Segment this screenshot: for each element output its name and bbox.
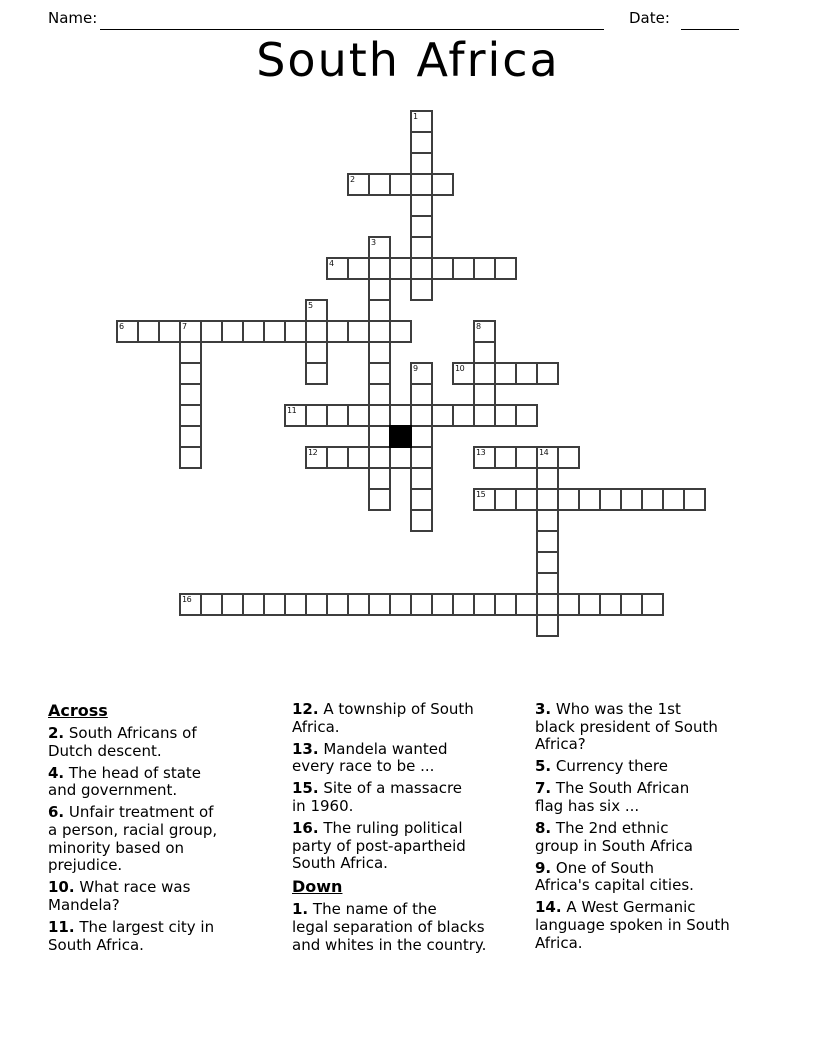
grid-cell[interactable] (599, 488, 622, 511)
clue-item: 11. The largest city in South Africa. (48, 917, 215, 954)
grid-cell[interactable] (494, 446, 517, 469)
date-label: Date: (629, 9, 670, 27)
grid-cell[interactable] (368, 404, 391, 427)
grid-cell[interactable] (305, 299, 328, 322)
clue-number: 16. (292, 819, 319, 838)
clues-heading-down: Down (292, 877, 343, 897)
clue-number-label: 13 (476, 448, 486, 457)
grid-cell[interactable] (494, 488, 517, 511)
grid-cell[interactable] (557, 488, 580, 511)
clue-item: 15. Site of a massacre in 1960. (292, 779, 463, 815)
clue-number: 1. (292, 900, 309, 919)
grid-cell[interactable] (410, 488, 433, 511)
grid-cell[interactable] (326, 320, 349, 343)
clue-number: 6. (48, 803, 65, 822)
grid-cell[interactable] (452, 404, 475, 427)
clue-number: 8. (535, 819, 552, 838)
clue-number: 9. (535, 858, 552, 877)
grid-cell[interactable] (536, 362, 559, 385)
clue-item: 13. Mandela wanted every race to be ... (292, 739, 448, 776)
grid-cell[interactable] (242, 320, 265, 343)
clue-item: 16. The ruling political party of post-apartheid South Africa. (292, 819, 466, 873)
clue-number: 12. (292, 700, 319, 718)
grid-cell[interactable] (326, 593, 349, 616)
grid-cell[interactable] (515, 362, 538, 385)
grid-cell[interactable] (410, 593, 433, 616)
grid-cell[interactable] (473, 488, 496, 511)
grid-cell[interactable] (221, 320, 244, 343)
grid-cell[interactable] (515, 446, 538, 469)
grid-cell[interactable] (305, 320, 328, 343)
grid-cell[interactable] (200, 320, 223, 343)
clues-column-1 (48, 701, 283, 959)
clue-item: 6. Unfair treatment of a person, racial group, minority based on prejudice. (48, 803, 218, 875)
clue-item: 10. What race was Mandela? (48, 878, 191, 914)
clues-column-2 (292, 701, 534, 959)
grid-cell[interactable] (473, 383, 496, 406)
grid-cell[interactable] (347, 320, 370, 343)
grid-cell[interactable] (536, 614, 559, 637)
grid-cell[interactable] (347, 446, 370, 469)
grid-cell[interactable] (368, 362, 391, 385)
grid-cell[interactable] (368, 257, 391, 280)
grid-cell[interactable] (536, 446, 559, 469)
grid-cell[interactable] (473, 404, 496, 427)
grid-cell[interactable] (410, 278, 433, 301)
grid-cell[interactable] (347, 404, 370, 427)
grid-cell[interactable] (389, 320, 412, 343)
grid-cell[interactable] (347, 257, 370, 280)
clue-number: 14. (535, 898, 562, 917)
clue-number-label: 8 (476, 322, 481, 331)
grid-cell[interactable] (431, 173, 454, 196)
grid-cell[interactable] (431, 404, 454, 427)
grid-cell[interactable] (368, 278, 391, 301)
grid-cell[interactable] (326, 404, 349, 427)
grid-cell[interactable] (389, 257, 412, 280)
clue-item: 9. One of South Africa's capital cities. (535, 858, 694, 895)
grid-cell[interactable] (158, 320, 181, 343)
clue-number-label: 4 (329, 259, 334, 268)
grid-cell[interactable] (494, 593, 517, 616)
grid-cell[interactable] (410, 173, 433, 196)
grid-cell[interactable] (620, 488, 643, 511)
grid-cell[interactable] (368, 173, 391, 196)
grid-cell[interactable] (536, 509, 559, 532)
grid-cell[interactable] (305, 341, 328, 364)
grid-cell[interactable] (368, 341, 391, 364)
grid-cell[interactable] (179, 404, 202, 427)
grid-cell[interactable] (179, 383, 202, 406)
grid-cell[interactable] (389, 404, 412, 427)
grid-cell[interactable] (515, 404, 538, 427)
clue-number-label: 7 (182, 322, 187, 331)
grid-cell[interactable] (431, 593, 454, 616)
grid-cell[interactable] (641, 488, 664, 511)
grid-cell[interactable] (536, 593, 559, 616)
clue-number: 15. (292, 779, 319, 798)
grid-cell[interactable] (410, 152, 433, 175)
grid-cell[interactable] (305, 446, 328, 469)
grid-cell[interactable] (284, 320, 307, 343)
clue-number-label: 6 (119, 322, 124, 331)
clue-number-label: 2 (350, 175, 355, 184)
clues-heading-across: Across (48, 701, 108, 720)
grid-cell[interactable] (473, 362, 496, 385)
grid-cell[interactable] (641, 593, 664, 616)
grid-cell[interactable] (410, 215, 433, 238)
clue-item: 4. The head of state and government. (48, 763, 202, 800)
grid-cell[interactable] (536, 572, 559, 595)
clue-number: 3. (535, 700, 552, 718)
grid-cell[interactable] (473, 257, 496, 280)
name-blank-line[interactable] (100, 13, 604, 30)
grid-cell[interactable] (494, 404, 517, 427)
grid-cell[interactable] (305, 362, 328, 385)
clue-item: 1. The name of the legal separation of blacks and whites in the country. (292, 900, 487, 954)
grid-cell[interactable] (368, 446, 391, 469)
grid-cell[interactable] (368, 425, 391, 448)
grid-cell[interactable] (263, 320, 286, 343)
grid-cell[interactable] (368, 320, 391, 343)
grid-cell[interactable] (284, 404, 307, 427)
clue-number: 11. (48, 917, 75, 936)
grid-cell[interactable] (536, 530, 559, 553)
grid-cell[interactable] (284, 593, 307, 616)
grid-cell[interactable] (410, 236, 433, 259)
grid-cell[interactable] (368, 299, 391, 322)
clue-number-label: 5 (308, 301, 313, 310)
grid-cell[interactable] (410, 425, 433, 448)
clue-item: 7. The South African flag has six ... (535, 779, 690, 815)
clue-number-label: 3 (371, 238, 376, 247)
grid-cell[interactable] (410, 257, 433, 280)
clue-number-label: 16 (182, 595, 192, 604)
grid-cell[interactable] (179, 320, 202, 343)
grid-cell[interactable] (410, 194, 433, 217)
grid-cell[interactable] (578, 488, 601, 511)
grid-cell[interactable] (515, 488, 538, 511)
clue-item: 5. Currency there (535, 757, 668, 776)
clue-item: 14. A West Germanic language spoken in South Africa. (535, 898, 730, 952)
grid-cell[interactable] (179, 593, 202, 616)
clue-number-label: 12 (308, 448, 318, 457)
grid-cell[interactable] (452, 362, 475, 385)
black-cell (389, 425, 412, 448)
clue-number: 5. (535, 757, 552, 776)
grid-cell[interactable] (326, 257, 349, 280)
clue-number-label: 10 (455, 364, 465, 373)
clues-column-3 (535, 701, 810, 957)
grid-cell[interactable] (536, 467, 559, 490)
grid-cell[interactable] (473, 341, 496, 364)
grid-cell[interactable] (452, 593, 475, 616)
grid-cell[interactable] (347, 593, 370, 616)
grid-cell[interactable] (368, 383, 391, 406)
grid-cell[interactable] (431, 257, 454, 280)
grid-cell[interactable] (368, 488, 391, 511)
date-blank-line[interactable] (681, 13, 739, 30)
clue-number: 13. (292, 739, 319, 758)
grid-cell[interactable] (599, 593, 622, 616)
grid-cell[interactable] (662, 488, 685, 511)
grid-cell[interactable] (389, 446, 412, 469)
grid-cell[interactable] (557, 446, 580, 469)
grid-cell[interactable] (368, 236, 391, 259)
grid-cell[interactable] (494, 362, 517, 385)
grid-cell[interactable] (326, 446, 349, 469)
grid-cell[interactable] (410, 383, 433, 406)
grid-cell[interactable] (179, 341, 202, 364)
grid-cell[interactable] (410, 110, 433, 133)
grid-cell[interactable] (557, 593, 580, 616)
grid-cell[interactable] (368, 467, 391, 490)
grid-cell[interactable] (410, 362, 433, 385)
grid-cell[interactable] (389, 173, 412, 196)
clue-item: 8. The 2nd ethnic group in South Africa (535, 819, 693, 855)
clue-number: 4. (48, 763, 65, 782)
grid-cell[interactable] (536, 488, 559, 511)
grid-cell[interactable] (305, 404, 328, 427)
grid-cell[interactable] (137, 320, 160, 343)
grid-cell[interactable] (473, 320, 496, 343)
clue-number-label: 14 (539, 448, 549, 457)
grid-cell[interactable] (305, 593, 328, 616)
grid-cell[interactable] (116, 320, 139, 343)
clue-number-label: 1 (413, 112, 418, 121)
clue-item: 2. South Africans of Dutch descent. (48, 724, 197, 760)
grid-cell[interactable] (410, 404, 433, 427)
grid-cell[interactable] (473, 446, 496, 469)
clue-number: 7. (535, 779, 552, 798)
grid-cell[interactable] (347, 173, 370, 196)
grid-cell[interactable] (389, 593, 412, 616)
grid-cell[interactable] (578, 593, 601, 616)
clue-item: 3. Who was the 1st black president of South Africa? (535, 700, 718, 754)
clue-item: 12. A township of South Africa. (292, 700, 474, 736)
grid-cell[interactable] (200, 593, 223, 616)
grid-cell[interactable] (683, 488, 706, 511)
grid-cell[interactable] (536, 551, 559, 574)
name-label: Name: (48, 9, 98, 27)
grid-cell[interactable] (620, 593, 643, 616)
page-title: South Africa (256, 33, 560, 87)
grid-cell[interactable] (410, 446, 433, 469)
clue-number-label: 11 (287, 406, 297, 415)
grid-cell[interactable] (263, 593, 286, 616)
grid-cell[interactable] (179, 362, 202, 385)
grid-cell[interactable] (242, 593, 265, 616)
grid-cell[interactable] (410, 509, 433, 532)
grid-cell[interactable] (179, 425, 202, 448)
grid-cell[interactable] (410, 467, 433, 490)
grid-cell[interactable] (494, 257, 517, 280)
clue-number-label: 15 (476, 490, 486, 499)
clue-number-label: 9 (413, 364, 418, 373)
grid-cell[interactable] (179, 446, 202, 469)
grid-cell[interactable] (221, 593, 244, 616)
grid-cell[interactable] (473, 593, 496, 616)
grid-cell[interactable] (452, 257, 475, 280)
grid-cell[interactable] (368, 593, 391, 616)
grid-cell[interactable] (410, 131, 433, 154)
clue-number: 2. (48, 724, 65, 742)
clue-number: 10. (48, 878, 75, 897)
grid-cell[interactable] (515, 593, 538, 616)
